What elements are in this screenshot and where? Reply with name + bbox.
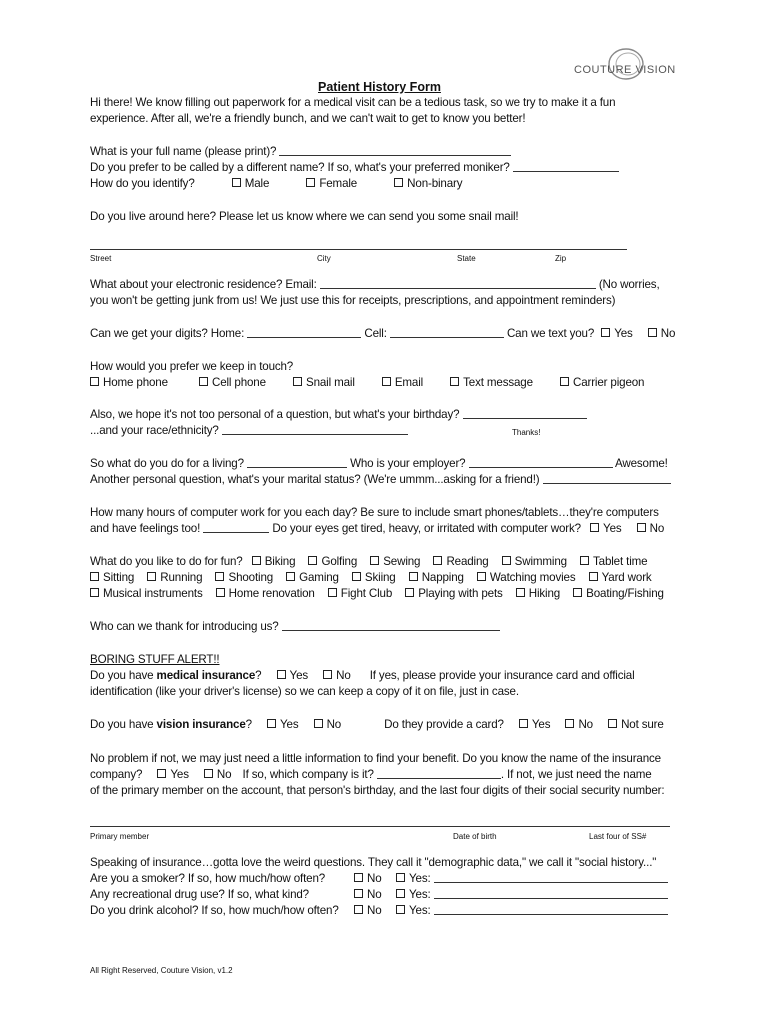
alcohol-yes-group	[396, 904, 668, 918]
home-phone-field[interactable]	[247, 327, 361, 338]
birthday-question	[90, 408, 587, 422]
checkbox-icon	[328, 588, 337, 597]
email-label: What about your electronic residence? Email:	[90, 278, 317, 291]
page-title: Patient History Form	[318, 80, 441, 94]
hobbies-row-3	[90, 587, 664, 601]
hobby-playing-with-pets[interactable]: Playing with pets	[405, 587, 502, 601]
checkbox-icon	[215, 572, 224, 581]
text-option-no[interactable]: No	[648, 327, 676, 341]
medical-insurance-question	[90, 669, 635, 683]
logo-text: COUTURE VISION	[574, 64, 676, 76]
smoker-yes-group	[396, 872, 668, 886]
drug-option-no[interactable]: No	[354, 888, 382, 902]
alcohol-details-field[interactable]	[434, 904, 668, 915]
alcohol-question	[90, 904, 670, 918]
checkbox-icon	[277, 670, 286, 679]
identify-label: How do you identify?	[90, 177, 195, 190]
hobbies-row-1	[90, 555, 647, 569]
checkbox-icon	[396, 905, 405, 914]
city-label: City	[317, 254, 331, 263]
intro-line-2: experience. After all, we're a friendly bunch, and we can't wait to get to know you better!	[90, 112, 526, 125]
option-non-binary[interactable]: Non-binary	[394, 177, 462, 191]
hobby-reading[interactable]: Reading	[433, 555, 488, 569]
occupation-question	[90, 457, 668, 471]
contact-options	[90, 376, 644, 390]
contact-carrier-pigeon[interactable]: Carrier pigeon	[560, 376, 644, 390]
marital-question	[90, 473, 671, 487]
full-name-field[interactable]	[279, 145, 511, 156]
vision-insurance-question	[90, 718, 664, 732]
checkbox-icon	[590, 523, 599, 532]
card-option-not-sure[interactable]: Not sure	[608, 718, 664, 732]
checkbox-icon	[216, 588, 225, 597]
employer-field[interactable]	[469, 457, 613, 468]
hobby-swimming[interactable]: Swimming	[502, 555, 567, 569]
checkbox-icon	[648, 328, 657, 337]
company-name-field[interactable]	[377, 768, 501, 779]
checkbox-icon	[477, 572, 486, 581]
hobby-sewing[interactable]: Sewing	[370, 555, 420, 569]
checkbox-icon	[502, 556, 511, 565]
checkbox-icon	[267, 719, 276, 728]
hobby-boating-fishing[interactable]: Boating/Fishing	[573, 587, 664, 601]
date-of-birth-label: Date of birth	[453, 832, 497, 841]
option-female[interactable]: Female	[306, 177, 357, 191]
medical-insurance-prefix: Do you have	[90, 669, 157, 682]
marital-field[interactable]	[543, 473, 671, 484]
company-name-label: If so, which company is it?	[242, 768, 374, 781]
primary-member-note: . If not, we just need the name	[500, 768, 652, 781]
company-question: company?	[90, 768, 143, 781]
checkbox-icon	[516, 588, 525, 597]
smoker-no-group	[354, 872, 382, 886]
hobby-yard-work[interactable]: Yard work	[589, 571, 652, 585]
full-name-label: What is your full name (please print)?	[90, 145, 277, 158]
feelings-label: and have feelings too!	[90, 522, 201, 535]
moniker-label: Do you prefer to be called by a different name? If so, what's your preferred moniker?	[90, 161, 510, 174]
awesome-label: Awesome!	[615, 457, 668, 470]
smoker-details-field[interactable]	[434, 872, 668, 883]
birthday-field[interactable]	[463, 408, 587, 419]
checkbox-icon	[450, 377, 459, 386]
smoker-question	[90, 872, 670, 886]
checkbox-icon	[637, 523, 646, 532]
checkbox-icon	[382, 377, 391, 386]
checkbox-icon	[308, 556, 317, 565]
insurance-info-line-3: of the primary member on the account, that person's birthday, and the last four digits of their social security number:	[90, 784, 665, 797]
card-option-no[interactable]: No	[565, 718, 593, 732]
email-question	[90, 278, 660, 292]
checkbox-icon	[252, 556, 261, 565]
drug-details-field[interactable]	[434, 888, 668, 899]
alcohol-option-no[interactable]: No	[354, 904, 382, 918]
hobbies-row-2	[90, 571, 652, 585]
zip-label: Zip	[555, 254, 567, 263]
checkbox-icon	[601, 328, 610, 337]
checkbox-icon	[573, 588, 582, 597]
checkbox-icon	[608, 719, 617, 728]
contact-question: How would you prefer we keep in touch?	[90, 360, 294, 373]
ss-last-four-label: Last four of SS#	[589, 832, 647, 841]
hobby-running[interactable]: Running	[147, 571, 202, 585]
hobby-golfing[interactable]: Golfing	[308, 555, 357, 569]
checkbox-icon	[519, 719, 528, 728]
hobby-biking[interactable]: Biking	[252, 555, 296, 569]
drug-option-yes[interactable]: Yes:	[396, 888, 431, 902]
checkbox-icon	[157, 769, 166, 778]
computer-hours-question: How many hours of computer work for you each day? Be sure to include smart phones/tablets…they're computers	[90, 506, 659, 519]
marital-label: Another personal question, what's your marital status? (We're ummm...asking for a friend!)	[90, 473, 540, 486]
checkbox-icon	[409, 572, 418, 581]
checkbox-icon	[370, 556, 379, 565]
medical-instructions: If yes, please provide your insurance card and official	[369, 669, 635, 682]
checkbox-icon	[396, 873, 405, 882]
social-history-intro: Speaking of insurance…gotta love the weird questions. They call it "demographic data," we call it "social history..."	[90, 856, 657, 869]
thanks-label: Thanks!	[512, 428, 541, 437]
referral-field[interactable]	[282, 620, 500, 631]
email-note: you won't be getting junk from us! We just use this for receipts, prescriptions, and appointment reminders)	[90, 294, 616, 307]
medical-insurance-bold: medical insurance	[156, 669, 256, 682]
hobby-watching-movies[interactable]: Watching movies	[477, 571, 576, 585]
address-question: Do you live around here? Please let us know where we can send you some snail mail!	[90, 210, 519, 223]
hobby-home-renovation[interactable]: Home renovation	[216, 587, 315, 601]
checkbox-icon	[323, 670, 332, 679]
race-question	[90, 424, 408, 438]
company-option-no[interactable]: No	[204, 768, 232, 782]
contact-snail-mail[interactable]: Snail mail	[293, 376, 355, 390]
eyes-option-yes[interactable]: Yes	[590, 522, 621, 536]
race-label: ...and your race/ethnicity?	[90, 424, 219, 437]
contact-cell-phone[interactable]: Cell phone	[199, 376, 266, 390]
checkbox-icon	[580, 556, 589, 565]
checkbox-icon	[90, 572, 99, 581]
primary-member-label: Primary member	[90, 832, 150, 841]
moniker-question	[90, 161, 619, 175]
intro-line-1: Hi there! We know filling out paperwork for a medical visit can be a tedious task, so we try to make it a fun	[90, 96, 616, 109]
eyes-option-no[interactable]: No	[637, 522, 665, 536]
address-field[interactable]	[90, 249, 627, 250]
smoker-label: Are you a smoker? If so, how much/how often?	[90, 872, 326, 885]
referral-question	[90, 620, 500, 634]
referral-label: Who can we thank for introducing us?	[90, 620, 279, 633]
text-question-label: Can we text you?	[506, 327, 595, 340]
alcohol-option-yes[interactable]: Yes:	[396, 904, 431, 918]
checkbox-icon	[306, 178, 315, 187]
checkbox-icon	[354, 889, 363, 898]
full-name-question	[90, 145, 511, 159]
checkbox-icon	[204, 769, 213, 778]
eyes-tired-label: Do your eyes get tired, heavy, or irritated with computer work?	[272, 522, 581, 535]
drug-label: Any recreational drug use? If so, what kind?	[90, 888, 309, 901]
checkbox-icon	[90, 377, 99, 386]
email-note-start: (No worries,	[598, 278, 660, 291]
company-option-yes[interactable]: Yes	[157, 768, 188, 782]
checkbox-icon	[560, 377, 569, 386]
moniker-field[interactable]	[513, 161, 619, 172]
checkbox-icon	[354, 873, 363, 882]
checkbox-icon	[199, 377, 208, 386]
phone-question	[90, 327, 675, 341]
vision-option-no[interactable]: No	[314, 718, 342, 732]
hobby-fight-club[interactable]: Fight Club	[328, 587, 392, 601]
birthday-label: Also, we hope it's not too personal of a question, but what's your birthday?	[90, 408, 460, 421]
checkbox-icon	[354, 905, 363, 914]
identify-question	[90, 177, 462, 191]
cell-phone-label: Cell:	[364, 327, 387, 340]
checkbox-icon	[147, 572, 156, 581]
hobby-tablet-time[interactable]: Tablet time	[580, 555, 647, 569]
hobby-hiking[interactable]: Hiking	[516, 587, 560, 601]
primary-member-field[interactable]	[90, 826, 670, 827]
medical-option-yes[interactable]: Yes	[277, 669, 308, 683]
checkbox-icon	[589, 572, 598, 581]
drug-question	[90, 888, 670, 902]
vision-insurance-prefix: Do you have	[90, 718, 157, 731]
employer-label: Who is your employer?	[350, 457, 466, 470]
race-field[interactable]	[222, 424, 408, 435]
insurance-info-line-2	[90, 768, 652, 782]
footer-copyright: All Right Reserved, Couture Vision, v1.2	[90, 966, 233, 975]
checkbox-icon	[405, 588, 414, 597]
checkbox-icon	[396, 889, 405, 898]
drug-yes-group	[396, 888, 668, 902]
medical-instructions-line-2: identification (like your driver's license) so we can keep a copy of it on file, just in case.	[90, 685, 519, 698]
hobby-shooting[interactable]: Shooting	[215, 571, 273, 585]
text-option-yes[interactable]: Yes	[601, 327, 632, 341]
checkbox-icon	[314, 719, 323, 728]
checkbox-icon	[286, 572, 295, 581]
drug-no-group	[354, 888, 382, 902]
checkbox-icon	[433, 556, 442, 565]
hobby-skiing[interactable]: Skiing	[352, 571, 396, 585]
vision-insurance-qmark: ?	[245, 718, 252, 731]
card-option-yes[interactable]: Yes	[519, 718, 550, 732]
smoker-option-no[interactable]: No	[354, 872, 382, 886]
email-field[interactable]	[320, 278, 596, 289]
smoker-option-yes[interactable]: Yes:	[396, 872, 431, 886]
checkbox-icon	[293, 377, 302, 386]
state-label: State	[457, 254, 476, 263]
cell-phone-field[interactable]	[390, 327, 504, 338]
computer-hours-field[interactable]	[203, 522, 269, 533]
alcohol-label: Do you drink alcohol? If so, how much/how often?	[90, 904, 339, 917]
alcohol-no-group	[354, 904, 382, 918]
hobby-sitting[interactable]: Sitting	[90, 571, 134, 585]
checkbox-icon	[565, 719, 574, 728]
street-label: Street	[90, 254, 112, 263]
medical-option-no[interactable]: No	[323, 669, 351, 683]
checkbox-icon	[352, 572, 361, 581]
card-question: Do they provide a card?	[384, 718, 504, 731]
boring-stuff-alert: BORING STUFF ALERT!!	[90, 653, 220, 666]
checkbox-icon	[232, 178, 241, 187]
home-phone-label: Can we get your digits? Home:	[90, 327, 245, 340]
hobby-musical-instruments[interactable]: Musical instruments	[90, 587, 203, 601]
option-male[interactable]: Male	[232, 177, 270, 191]
computer-question-line-2	[90, 522, 664, 536]
checkbox-icon	[394, 178, 403, 187]
vision-option-yes[interactable]: Yes	[267, 718, 298, 732]
hobby-gaming[interactable]: Gaming	[286, 571, 339, 585]
contact-email[interactable]: Email	[382, 376, 423, 390]
insurance-info-line-1: No problem if not, we may just need a little information to find your benefit. Do you know the name of the insurance	[90, 752, 661, 765]
occupation-field[interactable]	[247, 457, 347, 468]
hobby-napping[interactable]: Napping	[409, 571, 464, 585]
couture-vision-logo	[568, 46, 676, 82]
contact-text-message[interactable]: Text message	[450, 376, 533, 390]
contact-home-phone[interactable]: Home phone	[90, 376, 168, 390]
vision-insurance-bold: vision insurance	[156, 718, 246, 731]
medical-insurance-qmark: ?	[255, 669, 262, 682]
hobbies-label: What do you like to do for fun?	[90, 555, 243, 568]
checkbox-icon	[90, 588, 99, 597]
occupation-label: So what do you do for a living?	[90, 457, 244, 470]
